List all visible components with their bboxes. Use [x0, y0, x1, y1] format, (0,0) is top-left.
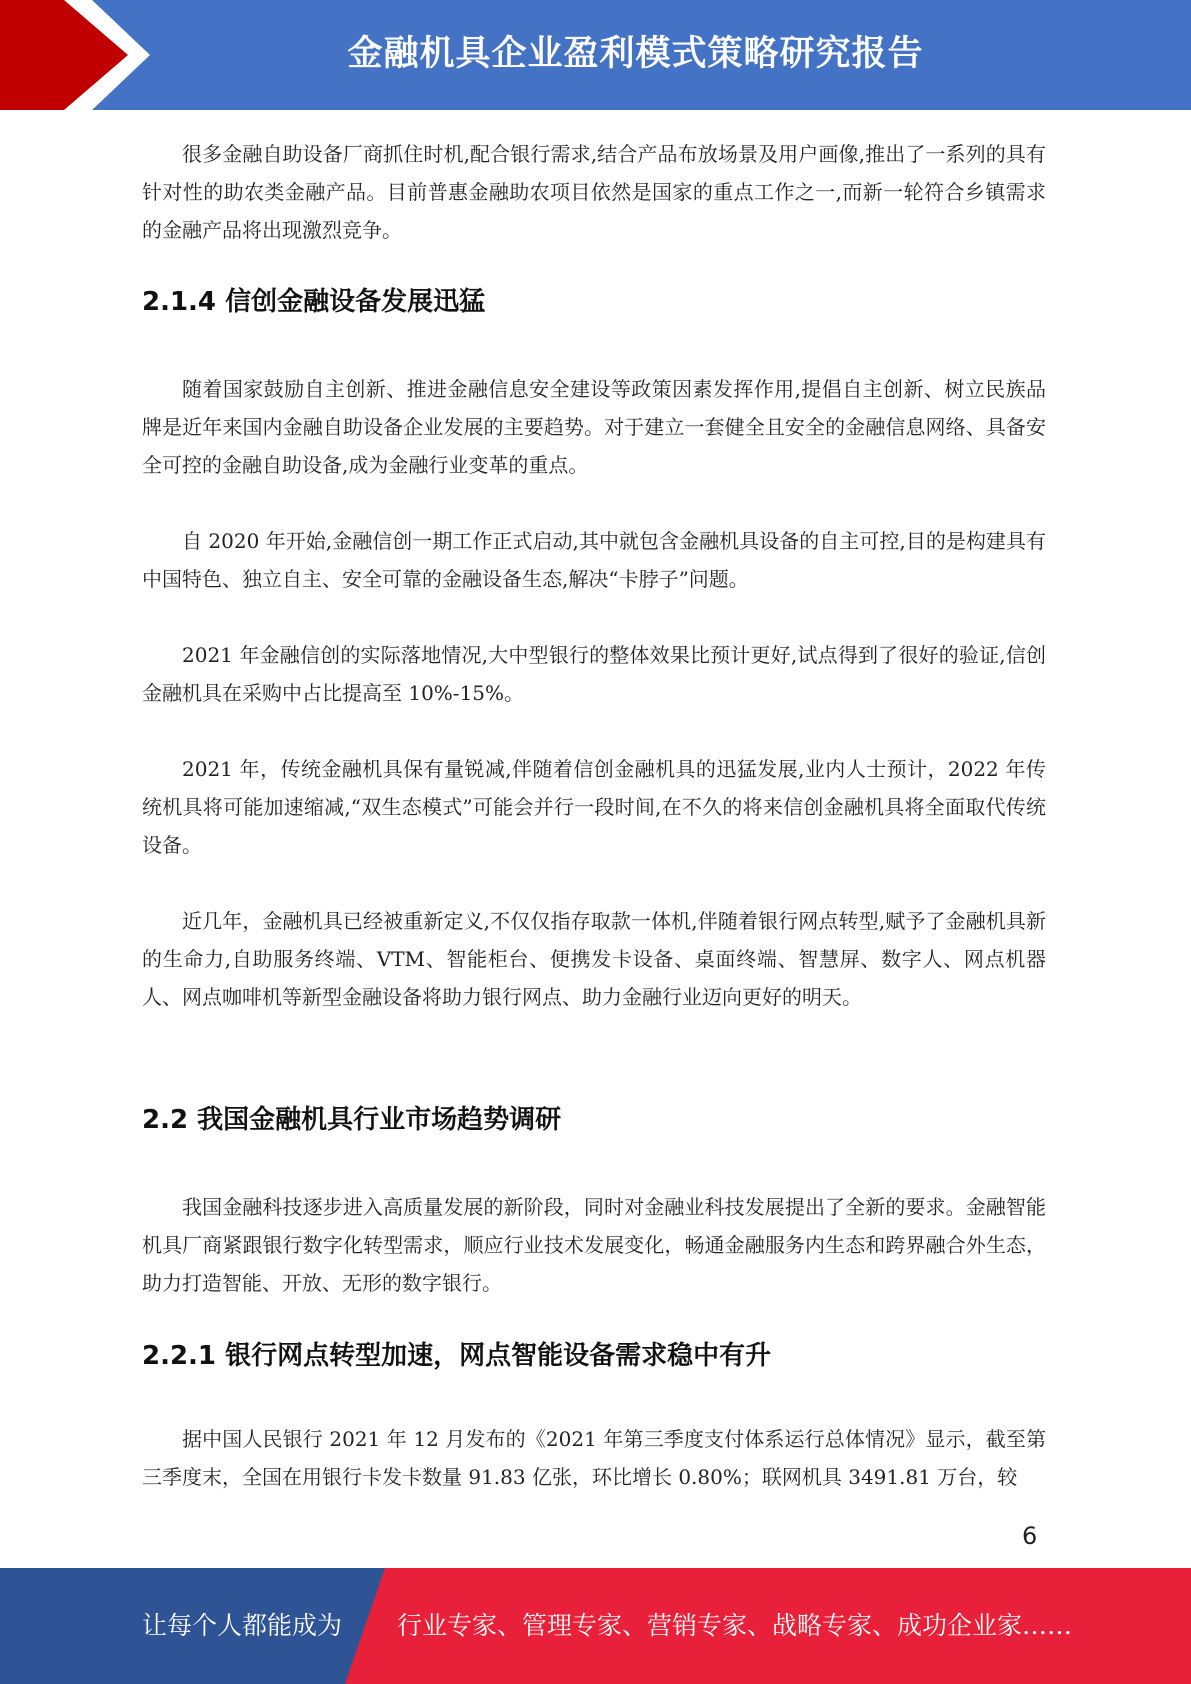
paragraph: 近几年，金融机具已经被重新定义,不仅仅指存取款一体机,伴随着银行网点转型,赋予了金融机具新的生命力,自助服务终端、VTM、智能柜台、便携发卡设备、桌面终端、智慧屏、数字人、网点机器人、网点咖啡机等新型金融设备将助力银行网点、助力金融行业迈向更好的明天。 — [142, 909, 1046, 1009]
paragraph: 2021 年，传统金融机具保有量锐减,伴随着信创金融机具的迅猛发展,业内人士预计，2022 年传统机具将可能加速缩减,“双生态模式”可能会并行一段时间,在不久的将来信创金融机具将全面取代传统设备。 — [142, 757, 1046, 857]
paragraph: 随着国家鼓励自主创新、推进金融信息安全建设等政策因素发挥作用,提倡自主创新、树立民族品牌是近年来国内金融自助设备企业发展的主要趋势。对于建立一套健全且安全的金融信息网络、具备安全可控的金融自助设备,成为金融行业变革的重点。 — [142, 377, 1046, 477]
paragraph: 自 2020 年开始,金融信创一期工作正式启动,其中就包含金融机具设备的自主可控,目的是构建具有中国特色、独立自主、安全可靠的金融设备生态,解决“卡脖子”问题。 — [142, 529, 1046, 591]
paragraph: 据中国人民银行 2021 年 12 月发布的《2021 年第三季度支付体系运行总体情况》显示，截至第三季度末，全国在用银行卡发卡数量 91.83 亿张，环比增长 0.80%；联网机具 3491.81 万台，较 — [142, 1427, 1046, 1489]
section-heading-2-2-1: 2.2.1 银行网点转型加速，网点智能设备需求稳中有升 — [142, 1341, 772, 1371]
paragraph: 我国金融科技逐步进入高质量发展的新阶段，同时对金融业科技发展提出了全新的要求。金融智能机具厂商紧跟银行数字化转型需求，顺应行业技术发展变化，畅通金融服务内生态和跨界融合外生态，助力打造智能、开放、无形的数字银行。 — [142, 1195, 1046, 1295]
page-footer — [0, 1568, 1191, 1684]
paragraph: 2021 年金融信创的实际落地情况,大中型银行的整体效果比预计更好,试点得到了很好的验证,信创金融机具在采购中占比提高至 10%-15%。 — [142, 643, 1046, 705]
report-title: 金融机具企业盈利模式策略研究报告 — [347, 34, 924, 74]
document-body — [142, 130, 1046, 1496]
page-header — [0, 0, 1191, 110]
footer-slogan-right: 行业专家、管理专家、营销专家、战略专家、成功企业家…… — [397, 1611, 1073, 1640]
section-heading-2-1-4: 2.1.4 信创金融设备发展迅猛 — [142, 287, 486, 317]
page-number: 6 — [1022, 1522, 1038, 1550]
footer-slogan-left: 让每个人都能成为 — [142, 1611, 343, 1640]
paragraph: 很多金融自助设备厂商抓住时机,配合银行需求,结合产品布放场景及用户画像,推出了一系列的具有针对性的助农类金融产品。目前普惠金融助农项目依然是国家的重点工作之一,而新一轮符合乡镇需求的金融产品将出现激烈竞争。 — [142, 142, 1046, 242]
section-heading-2-2: 2.2 我国金融机具行业市场趋势调研 — [142, 1105, 562, 1135]
